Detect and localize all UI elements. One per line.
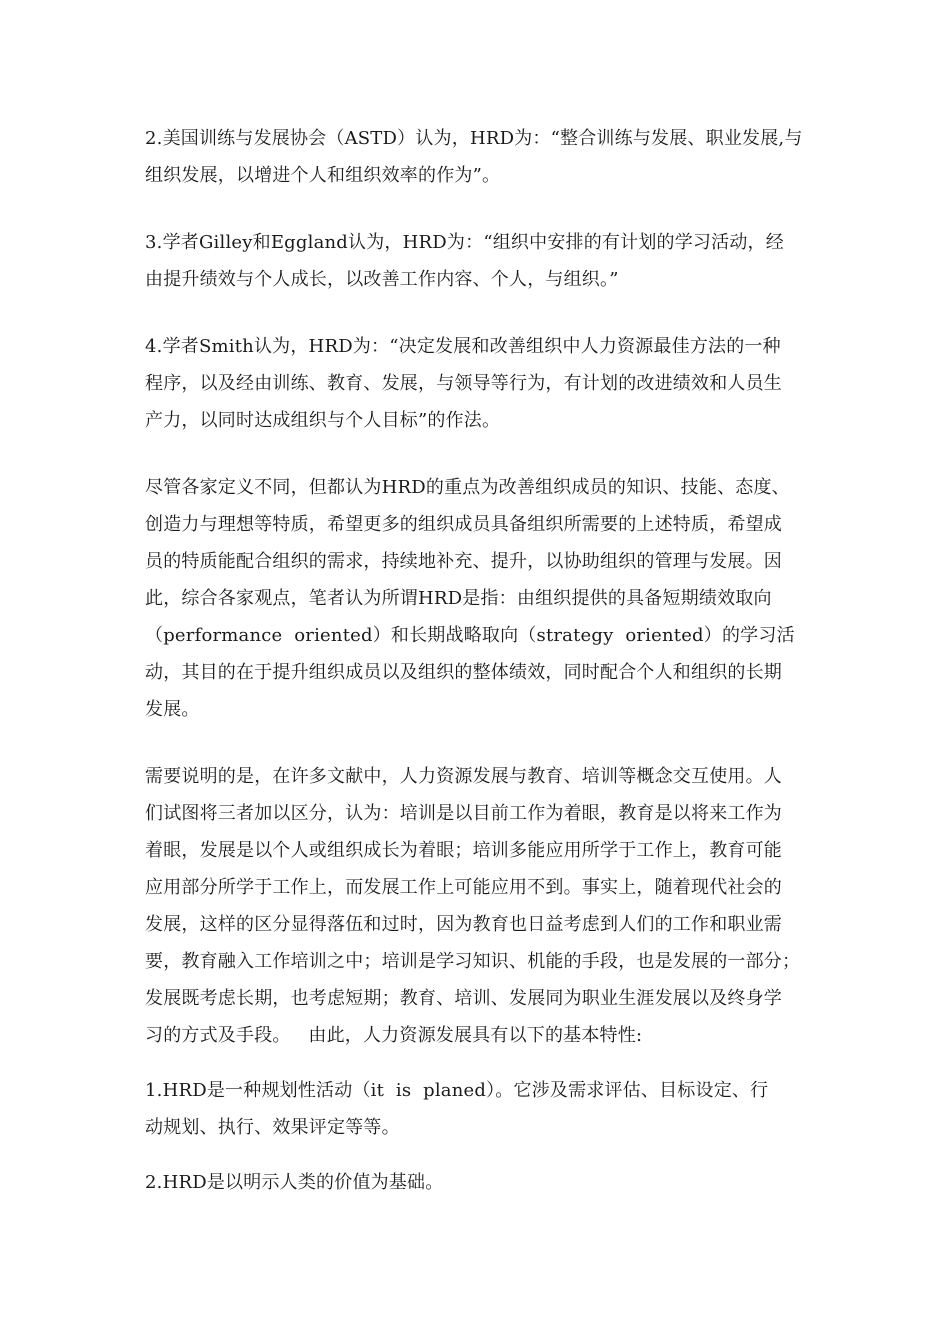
paragraph-summary-definition: 尽管各家定义不同，但都认为HRD的重点为改善组织成员的知识、技能、态度、 创造力与理想等特质，希望更多的组织成员具备组织所需要的上述特质，希望成 员的特质能配合组织的需求，持续地补充、提升，以协助组织的管理与发展。因 此，综合各家观点，笔者认为所谓HRD是指：由组织提供的具备短期绩效取向 （performance oriented）和长期战略取向（strategy oriented）的学习活 动，其目的在于提升组织成员以及组织的整体绩效，同时配合个人和组织的长期 发展。 <box>145 477 795 720</box>
paragraph-education-training-note: 需要说明的是，在许多文献中，人力资源发展与教育、培训等概念交互使用。人 们试图将三者加以区分，认为：培训是以目前工作为着眼，教育是以将来工作为 着眼，发展是以个人或组织成长为着眼；培训多能应用所学于工作上，教育可能 应用部分所学于工作上，而发展工作上可能应用不到。事实上，随着现代社会的 发展，这样的区分显得落伍和过时，因为教育也日益考虑到人们的工作和职业需 要，教育融入工作培训之中；培训是学习知识、机能的手段，也是发展的一部分； 发展既考虑长期，也考虑短期；教育、培训、发展同为职业生涯发展以及终身学 习的方式及手段。 由此，人力资源发展具有以下的基本特性: <box>145 766 801 1046</box>
paragraph-characteristic-2: 2.HRD是以明示人类的价值为基础。 <box>145 1172 444 1193</box>
paragraph-characteristic-1: 1.HRD是一种规划性活动（it is planed）。它涉及需求评估、目标设定、行 动规划、执行、效果评定等等。 <box>145 1080 769 1138</box>
paragraph-smith-definition: 4.学者Smith认为，HRD为：“决定发展和改善组织中人力资源最佳方法的一种 程序，以及经由训练、教育、发展，与领导等行为，有计划的改进绩效和人员生 产力，以同时达成组织与个人目标”的作法。 <box>145 336 782 431</box>
document-body <box>145 120 825 1201</box>
paragraph-gilley-eggland-definition: 3.学者Gilley和Eggland认为，HRD为：“组织中安排的有计划的学习活动，经 由提升绩效与个人成长，以改善工作内容、个人，与组织。” <box>145 232 784 290</box>
paragraph-astd-definition: 2.美国训练与发展协会（ASTD）认为，HRD为：“整合训练与发展、职业发展,与 组织发展，以增进个人和组织效率的作为”。 <box>145 128 803 186</box>
